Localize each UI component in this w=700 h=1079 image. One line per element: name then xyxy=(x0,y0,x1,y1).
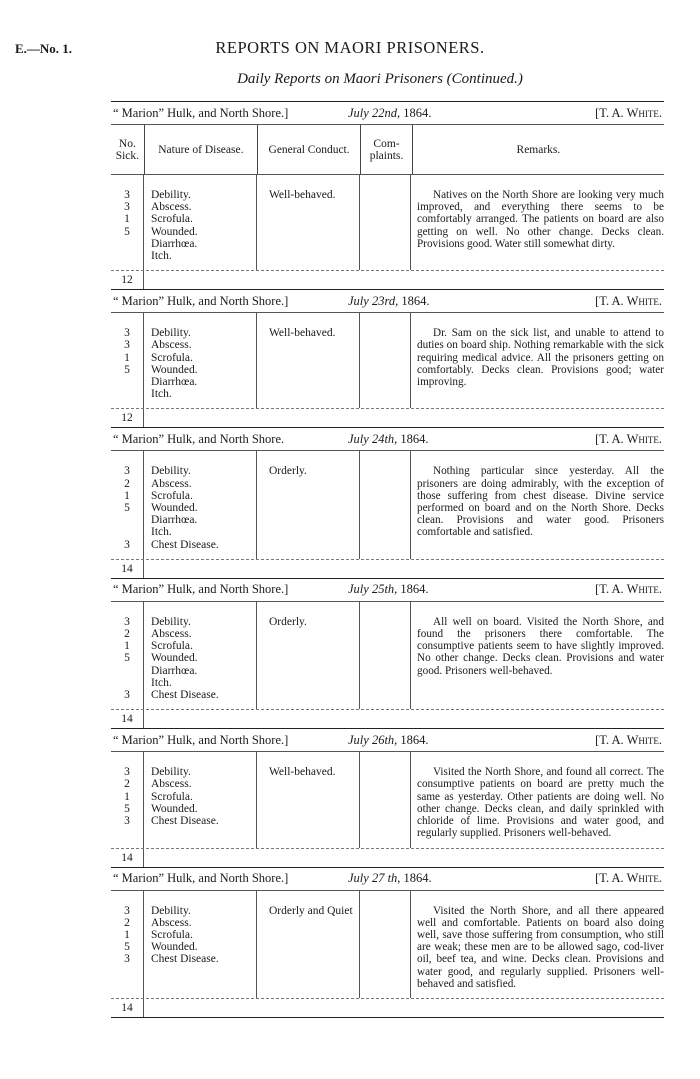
sick-count: 1 xyxy=(124,640,130,653)
sick-count: 3 xyxy=(124,465,130,478)
header-no-sick: No. Sick. xyxy=(111,125,145,174)
disease-name: Abscess. xyxy=(151,916,192,929)
disease-name: Chest Disease. xyxy=(151,538,219,551)
daily-report xyxy=(111,102,664,290)
report-caption xyxy=(111,868,664,890)
sick-count: 5 xyxy=(124,502,130,515)
sick-count: 1 xyxy=(124,213,130,226)
total-row xyxy=(111,849,664,867)
report-location: “ Marion” Hulk, and North Shore. xyxy=(113,431,285,446)
disease-name: Debility. xyxy=(151,615,191,628)
page-identifier: E.—No. 1. xyxy=(15,41,73,56)
complaints-cell xyxy=(360,175,411,270)
total-sick: 14 xyxy=(111,849,144,867)
sick-count xyxy=(111,388,143,400)
report-location: “ Marion” Hulk, and North Shore.] xyxy=(113,732,289,747)
disease-name: Chest Disease. xyxy=(151,689,219,702)
daily-report xyxy=(111,428,664,578)
sick-count: 5 xyxy=(124,941,130,954)
sick-count: 3 xyxy=(124,904,130,917)
report-officer: [T. A. White. xyxy=(595,871,662,885)
disease-column xyxy=(144,602,257,709)
total-row xyxy=(111,409,664,427)
sick-count xyxy=(111,665,143,677)
report-officer: [T. A. White. xyxy=(595,582,662,597)
total-sick: 12 xyxy=(111,409,144,427)
total-row xyxy=(111,710,664,728)
disease-name: Debility. xyxy=(151,465,191,478)
total-row xyxy=(111,560,664,578)
report-body xyxy=(111,451,664,558)
sick-count: 5 xyxy=(124,652,130,665)
sick-count: 3 xyxy=(124,189,130,201)
disease-name: Wounded. xyxy=(151,652,198,665)
disease-name: Itch. xyxy=(151,526,172,539)
sick-count xyxy=(111,238,143,250)
disease-name: Abscess. xyxy=(151,628,192,641)
disease-name: Wounded. xyxy=(151,363,198,376)
report-body xyxy=(111,891,664,998)
report-caption xyxy=(111,729,664,751)
total-row xyxy=(111,271,664,289)
sick-count: 3 xyxy=(124,339,130,352)
disease-name: Debility. xyxy=(151,766,191,779)
report-date: July 25th, 1864. xyxy=(348,582,429,597)
disease-column xyxy=(144,752,257,847)
remarks-cell: Nothing particular since yesterday. All the prisoners are doing admirably, with the exception of those suffering from chest disease. Divine service performed on board and on the North Shore. Decks clean. Provisions and water good. Prisoners comfortable and satisfied. xyxy=(417,465,664,539)
disease-name: Itch. xyxy=(151,388,172,401)
sick-count: 5 xyxy=(124,802,130,815)
report-officer: [T. A. White. xyxy=(595,431,662,446)
disease-column xyxy=(144,451,257,558)
sick-count-column xyxy=(111,451,144,558)
report-body xyxy=(111,175,664,270)
remarks-cell: Visited the North Shore, and found all correct. The consumptive patients on board are pretty much the same as yesterday. Other patients are doing well. No other change. Decks clean, and daily sprinkled with chloride of lime. Provisions and water good, and regularly supplied. Prisoners well-behaved. xyxy=(417,766,664,840)
remarks-cell: All well on board. Visited the North Shore, and found the prisoners there comfortable. The consumptive patients seem to have slightly improved. No other change. Decks clean. Provisions and water good. Prisoners well-behaved. xyxy=(417,615,664,677)
sick-count xyxy=(111,677,143,689)
disease-name: Scrofula. xyxy=(151,351,193,364)
disease-name: Abscess. xyxy=(151,477,192,490)
disease-name: Scrofula. xyxy=(151,213,193,226)
header-remarks: Remarks. xyxy=(516,143,561,156)
report-date: July 23rd, 1864. xyxy=(348,293,430,308)
sick-count xyxy=(111,526,143,538)
sick-count xyxy=(111,250,143,262)
sick-count: 3 xyxy=(124,327,130,340)
conduct-cell: Orderly and Quiet xyxy=(257,891,360,998)
report-officer: [T. A. White. xyxy=(595,732,662,747)
complaints-cell xyxy=(360,602,411,709)
report-caption xyxy=(111,102,664,124)
conduct-cell: Orderly. xyxy=(257,602,360,709)
conduct-cell: Well-behaved. xyxy=(257,752,360,847)
disease-name: Wounded. xyxy=(151,502,198,515)
disease-name: Diarrhœa. xyxy=(151,664,198,677)
disease-name: Debility. xyxy=(151,189,191,201)
total-row xyxy=(111,999,664,1017)
report-body xyxy=(111,752,664,847)
total-sick: 14 xyxy=(111,710,144,728)
sick-count: 2 xyxy=(124,778,130,791)
sick-count-column xyxy=(111,752,144,847)
page-subtitle: Daily Reports on Maori Prisoners (Continued.) xyxy=(237,71,523,87)
sick-count: 2 xyxy=(124,916,130,929)
header-disease: Nature of Disease. xyxy=(145,125,258,174)
sick-count: 3 xyxy=(124,538,130,551)
section-rule xyxy=(111,1017,664,1018)
report-location: “ Marion” Hulk, and North Shore.] xyxy=(113,582,289,597)
disease-name: Abscess. xyxy=(151,778,192,791)
daily-report xyxy=(111,868,664,1018)
remarks-cell: Dr. Sam on the sick list, and unable to attend to duties on board ship. Nothing remarkable with the sick requiring medical advice. All the prisoners getting on comfortably. Decks clean. Provisions good; water improving. xyxy=(417,327,664,389)
daily-report xyxy=(111,290,664,428)
daily-report xyxy=(111,729,664,867)
sick-count: 5 xyxy=(124,225,130,238)
disease-name: Wounded. xyxy=(151,941,198,954)
sick-count: 2 xyxy=(124,477,130,490)
sick-count xyxy=(111,514,143,526)
sick-count: 3 xyxy=(124,766,130,779)
sick-count: 3 xyxy=(124,615,130,628)
sick-count-column xyxy=(111,175,144,270)
sick-count: 3 xyxy=(124,201,130,214)
disease-name: Diarrhœa. xyxy=(151,237,198,250)
complaints-cell xyxy=(360,313,411,408)
disease-name: Abscess. xyxy=(151,201,192,214)
conduct-cell: Orderly. xyxy=(257,451,360,558)
disease-name: Debility. xyxy=(151,327,191,340)
report-location: “ Marion” Hulk, and North Shore.] xyxy=(113,293,289,308)
report-caption xyxy=(111,579,664,601)
reports-table xyxy=(111,101,664,1018)
disease-name: Wounded. xyxy=(151,225,198,238)
disease-name: Chest Disease. xyxy=(151,953,219,966)
sick-count: 5 xyxy=(124,363,130,376)
sick-count: 2 xyxy=(124,628,130,641)
report-location: “ Marion” Hulk, and North Shore.] xyxy=(113,871,289,885)
disease-name: Scrofula. xyxy=(151,489,193,502)
disease-name: Diarrhœa. xyxy=(151,376,198,389)
disease-name: Chest Disease. xyxy=(151,815,219,828)
report-date: July 24th, 1864. xyxy=(348,431,429,446)
report-location: “ Marion” Hulk, and North Shore.] xyxy=(113,105,289,120)
disease-column xyxy=(144,175,257,270)
disease-column xyxy=(144,891,257,998)
sick-count: 3 xyxy=(124,815,130,828)
complaints-cell xyxy=(360,752,411,847)
remarks-cell: Natives on the North Shore are looking very much improved, and everything there seems to be comfortably arranged. The patients on board are also getting on well. No other change. Decks clean. Provisions good. Water still somewhat dirty. xyxy=(417,189,664,250)
sick-count xyxy=(111,376,143,388)
daily-report xyxy=(111,579,664,729)
disease-name: Itch. xyxy=(151,676,172,689)
sick-count: 3 xyxy=(124,689,130,702)
disease-name: Wounded. xyxy=(151,802,198,815)
report-caption xyxy=(111,428,664,450)
conduct-cell: Well-behaved. xyxy=(257,313,360,408)
header-complaints: Com- plaints. xyxy=(361,125,413,174)
sick-count-column xyxy=(111,891,144,998)
report-caption xyxy=(111,290,664,312)
column-headers xyxy=(111,125,664,174)
total-sick: 14 xyxy=(111,999,144,1017)
complaints-cell xyxy=(360,451,411,558)
disease-column xyxy=(144,313,257,408)
page-title: REPORTS ON MAORI PRISONERS. xyxy=(215,38,485,57)
report-date: July 22nd, 1864. xyxy=(348,105,432,120)
total-sick: 12 xyxy=(111,271,144,289)
report-officer: [T. A. White. xyxy=(595,293,662,308)
disease-name: Itch. xyxy=(151,250,172,263)
total-sick: 14 xyxy=(111,560,144,578)
sick-count: 1 xyxy=(124,790,130,803)
remarks-cell: Visited the North Shore, and all there appeared well and comfortable. Patients on board also doing well, save those suffering from consumption, who still are weak; these men are to be allowed sago, cod-liver oil, beef tea, and wine. Decks clean. Provisions and water good, and regularly supplied. Prisoners well-behaved and satisfied. xyxy=(417,904,664,990)
disease-name: Debility. xyxy=(151,904,191,917)
report-officer: [T. A. White. xyxy=(595,105,662,120)
disease-name: Scrofula. xyxy=(151,640,193,653)
complaints-cell xyxy=(360,891,411,998)
disease-name: Abscess. xyxy=(151,339,192,352)
report-body xyxy=(111,602,664,709)
sick-count: 1 xyxy=(124,351,130,364)
report-date: July 27 th, 1864. xyxy=(348,871,432,885)
header-conduct: General Conduct. xyxy=(258,125,361,174)
conduct-cell: Well-behaved. xyxy=(257,175,360,270)
sick-count: 1 xyxy=(124,489,130,502)
disease-name: Diarrhœa. xyxy=(151,514,198,527)
report-body xyxy=(111,313,664,408)
sick-count: 1 xyxy=(124,928,130,941)
report-date: July 26th, 1864. xyxy=(348,732,429,747)
sick-count-column xyxy=(111,313,144,408)
sick-count: 3 xyxy=(124,953,130,966)
sick-count-column xyxy=(111,602,144,709)
disease-name: Scrofula. xyxy=(151,928,193,941)
disease-name: Scrofula. xyxy=(151,790,193,803)
